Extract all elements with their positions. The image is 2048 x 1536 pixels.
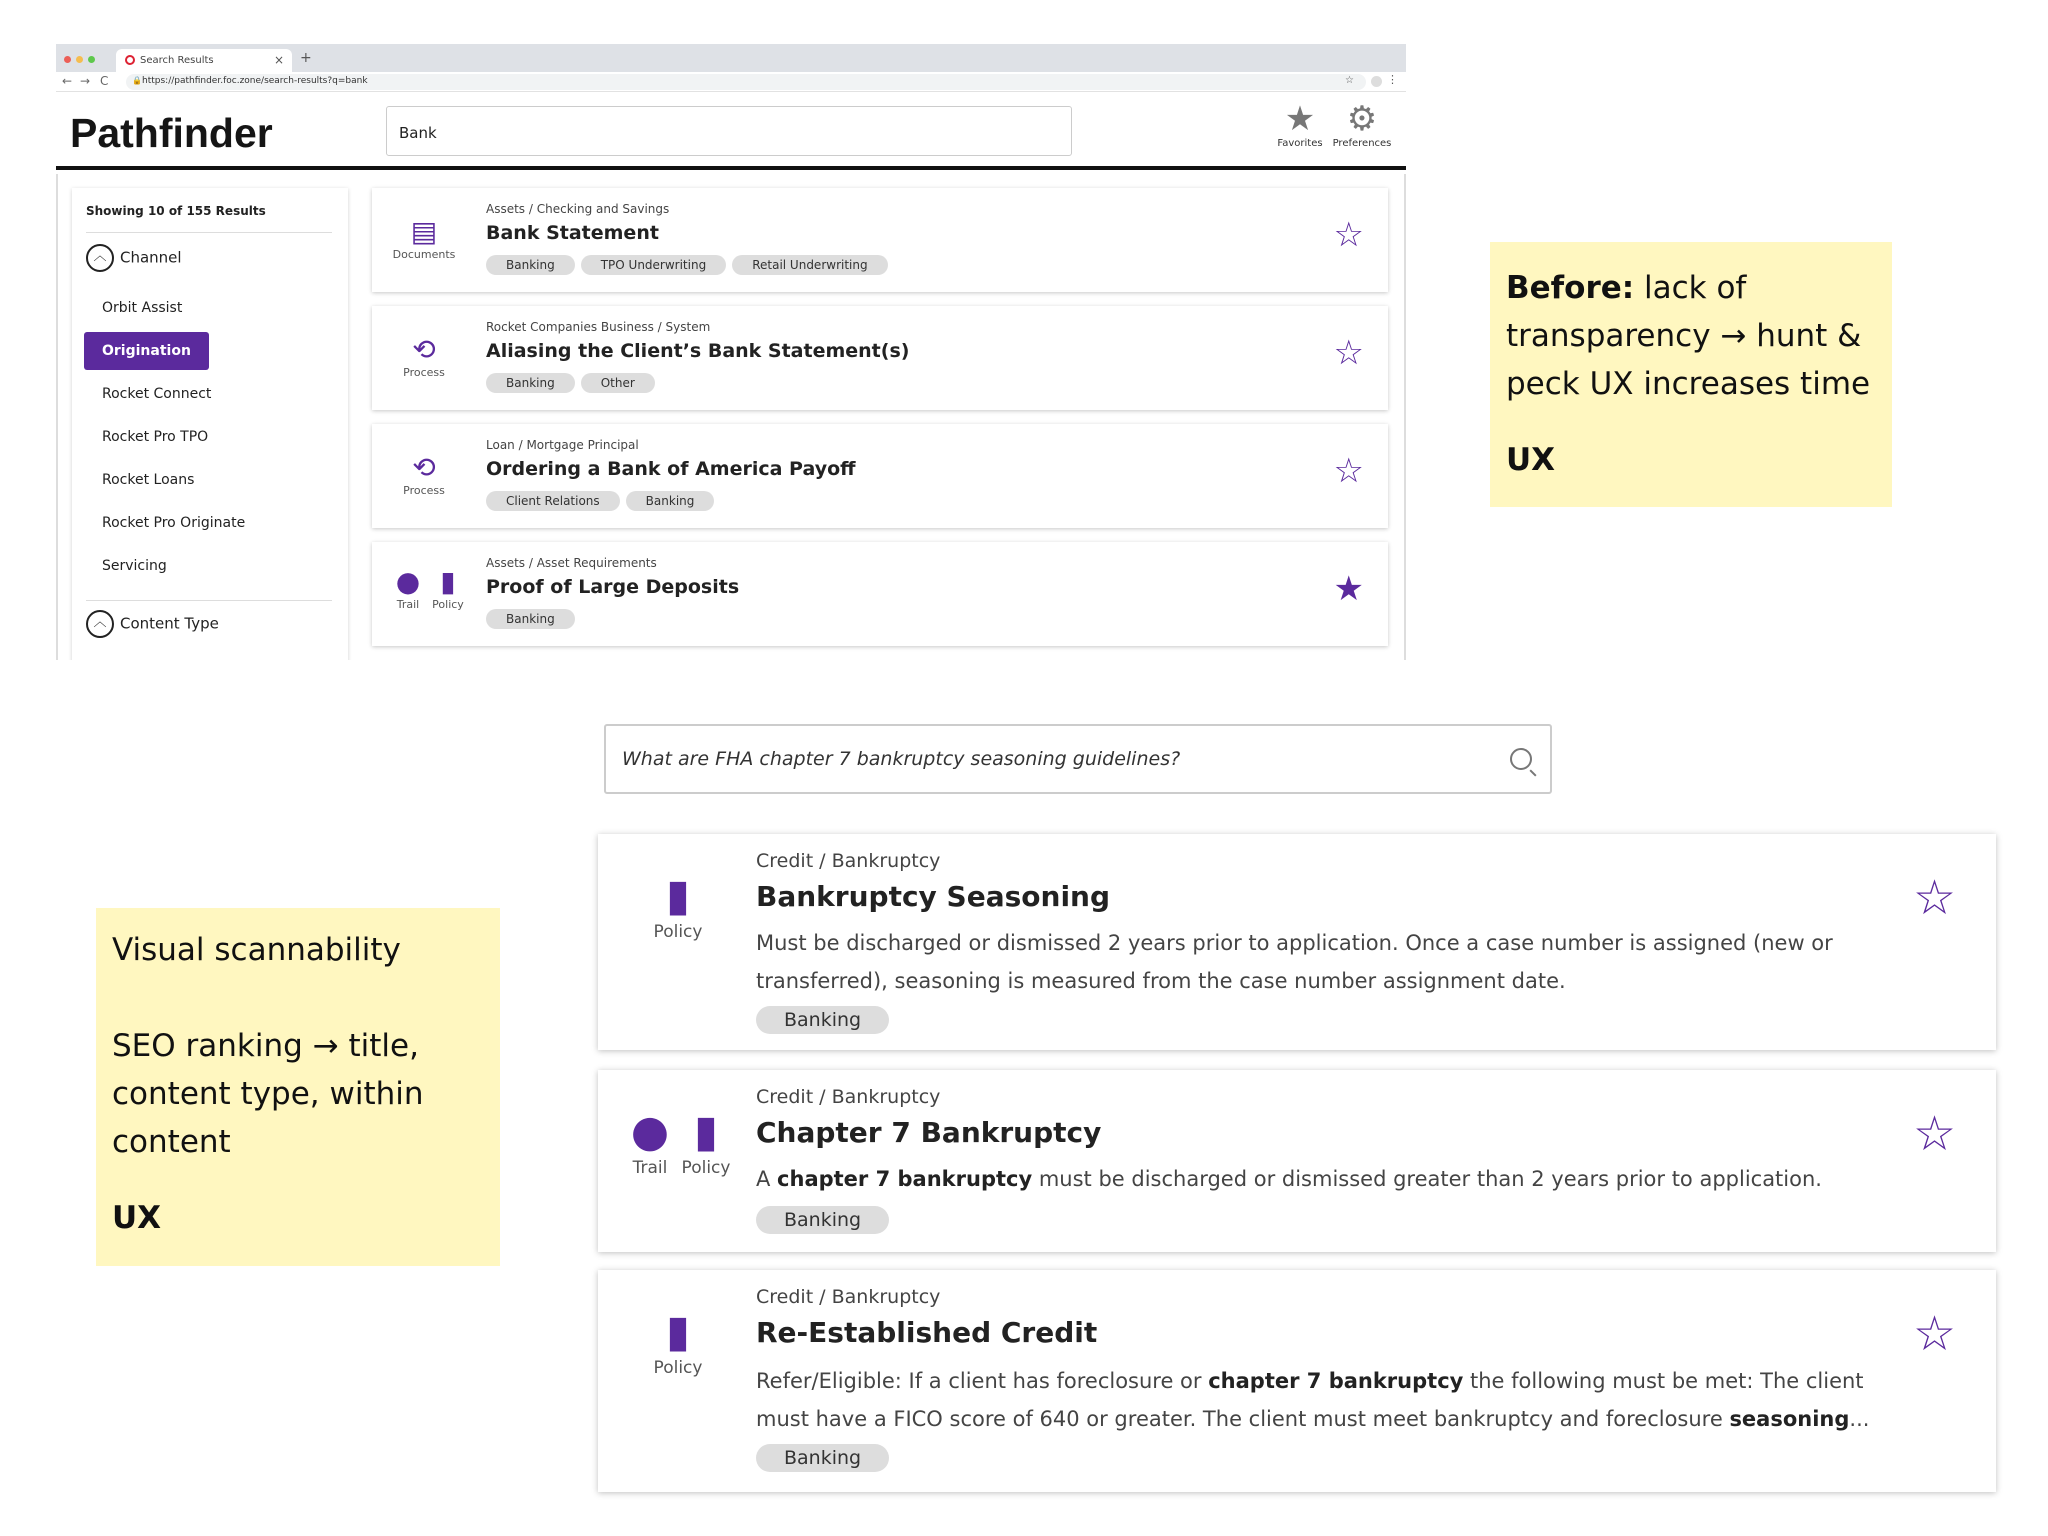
snippet-text: A [756, 1167, 778, 1191]
tag-chip[interactable]: Banking [756, 1206, 889, 1234]
sidebar-divider [86, 232, 332, 233]
content-type-label: Policy [432, 598, 464, 611]
result-card[interactable] [372, 542, 1388, 646]
result-snippet [756, 1160, 1906, 1198]
tag-list [486, 608, 581, 629]
frame-right-edge [1404, 174, 1406, 660]
favorite-star-filled-icon[interactable]: ★ [1333, 569, 1364, 609]
snippet-text: ... [1849, 1407, 1870, 1431]
before-note-label: Before: [1506, 270, 1635, 306]
results-count: Showing 10 of 155 Results [86, 204, 266, 218]
sidebar-item-rocket-loans[interactable]: Rocket Loans [102, 472, 195, 488]
tag-chip[interactable]: Banking [756, 1006, 889, 1034]
tag-chip[interactable]: Banking [486, 373, 575, 393]
book-icon: ▮ [440, 565, 456, 598]
book-icon: ▮ [665, 870, 691, 921]
before-note-body: lack of transparency → hunt & peck UX increases time [1506, 270, 1871, 402]
book-icon: ▮ [693, 1106, 719, 1157]
breadcrumb: Credit / Bankruptcy [756, 850, 941, 872]
map-pin-icon: ● [630, 1106, 670, 1157]
star-icon: ★ [1284, 99, 1316, 139]
favorite-star-icon[interactable]: ☆ [1333, 451, 1364, 491]
new-tab-icon[interactable]: + [300, 50, 312, 66]
result-card[interactable] [372, 306, 1388, 410]
browser-tab[interactable] [116, 49, 292, 72]
result-title[interactable]: Re-Established Credit [756, 1316, 1098, 1349]
sticky-note-after [96, 908, 500, 1266]
after-note-tag: UX [112, 1200, 162, 1236]
snippet-text: Refer/Eligible: If a client has foreclosure or [756, 1369, 1209, 1393]
snippet-highlight: chapter 7 bankruptcy [777, 1167, 1033, 1191]
content-type-label: Trail [396, 598, 420, 611]
sidebar-item-rocket-pro-tpo[interactable]: Rocket Pro TPO [102, 429, 209, 445]
result-title[interactable]: Aliasing the Client’s Bank Statement(s) [486, 340, 910, 362]
result-title[interactable]: Bank Statement [486, 222, 659, 244]
url-field[interactable] [126, 74, 1366, 90]
content-type-policy [638, 870, 718, 942]
after-note-line2: SEO ranking → title, content type, within content [112, 1028, 424, 1160]
browser-tab-bar [56, 44, 1406, 72]
facet-content-type[interactable] [86, 610, 219, 638]
sidebar-item-orbit-assist[interactable]: Orbit Assist [102, 300, 183, 316]
chevron-up-icon: ︿ [86, 244, 114, 272]
favorite-star-icon[interactable]: ☆ [1333, 333, 1364, 373]
address-bar [56, 72, 1406, 92]
forward-icon[interactable]: → [80, 74, 91, 88]
tag-list [486, 372, 661, 393]
book-icon: ▮ [665, 1306, 691, 1357]
lock-icon: 🔒 [132, 76, 142, 85]
snippet-text: Must be discharged or dismissed 2 years prior to application. Once a case number is assigned (new or transferred), seasoning is measured from the case number assignment date. [756, 931, 1833, 993]
snippet-highlight: chapter 7 bankruptcy [1208, 1369, 1464, 1393]
url-text: https://pathfinder.foc.zone/search-results?q=bank [142, 76, 368, 86]
content-type-process [384, 452, 464, 497]
tag-chip[interactable]: Banking [486, 609, 575, 629]
sidebar-item-servicing[interactable]: Servicing [102, 558, 167, 574]
result-card[interactable] [598, 1270, 1996, 1492]
close-window-dot[interactable] [64, 56, 71, 63]
breadcrumb: Assets / Asset Requirements [486, 556, 657, 570]
content-type-label: Documents [392, 248, 456, 261]
snippet-text: must be discharged or dismissed greater than 2 years prior to application. [1032, 1167, 1822, 1191]
breadcrumb: Assets / Checking and Savings [486, 202, 670, 216]
browser-menu-icon[interactable]: ⋮ [1387, 73, 1398, 86]
question-search-input[interactable] [604, 724, 1552, 794]
map-pin-icon: ● [395, 565, 421, 598]
chevron-up-icon: ︿ [86, 610, 114, 638]
close-tab-icon[interactable]: × [273, 53, 284, 67]
before-note-tag: UX [1506, 442, 1556, 478]
result-snippet [756, 924, 1906, 1000]
tag-chip[interactable]: Banking [756, 1444, 889, 1472]
preferences-label: Preferences [1332, 138, 1392, 149]
facet-channel[interactable] [86, 244, 182, 272]
gear-icon: ⚙ [1346, 99, 1378, 139]
result-card[interactable] [598, 1070, 1996, 1252]
favicon-icon [125, 55, 135, 65]
process-icon: ⟲ [412, 333, 436, 366]
result-card[interactable] [372, 188, 1388, 292]
result-title[interactable]: Proof of Large Deposits [486, 576, 740, 598]
tag-list [486, 490, 720, 511]
favorite-star-icon[interactable]: ☆ [1912, 1106, 1956, 1162]
sidebar-item-rocket-pro-originate[interactable]: Rocket Pro Originate [102, 515, 246, 531]
facet-content-type-label: Content Type [120, 614, 219, 633]
reload-icon[interactable]: C [100, 74, 109, 88]
snippet-highlight: seasoning [1729, 1407, 1850, 1431]
favorite-star-icon[interactable]: ☆ [1333, 215, 1364, 255]
tag-list [486, 254, 894, 275]
favorites-label: Favorites [1277, 138, 1323, 149]
content-type-label: Policy [681, 1158, 731, 1178]
content-type-documents [384, 216, 464, 261]
search-input[interactable]: Bank [386, 106, 1072, 156]
breadcrumb: Rocket Companies Business / System [486, 320, 711, 334]
result-card[interactable] [598, 834, 1996, 1050]
question-search-text: What are FHA chapter 7 bankruptcy seasoning guidelines? [622, 748, 1181, 770]
document-icon: ▤ [410, 215, 438, 248]
bookmark-star-icon[interactable]: ☆ [1345, 75, 1354, 86]
result-card[interactable] [372, 424, 1388, 528]
app-header [56, 92, 1406, 170]
content-type-label: Process [403, 484, 445, 497]
process-icon: ⟲ [412, 451, 436, 484]
before-screenshot [56, 44, 1406, 660]
content-type-label: Policy [653, 1358, 703, 1378]
breadcrumb: Credit / Bankruptcy [756, 1286, 941, 1308]
content-type-label: Trail [632, 1158, 668, 1178]
before-note-text [1506, 264, 1876, 408]
tab-title: Search Results [140, 55, 214, 66]
result-title[interactable]: Chapter 7 Bankruptcy [756, 1116, 1102, 1149]
tag-chip[interactable]: Banking [626, 491, 715, 511]
favorite-star-icon[interactable]: ☆ [1912, 1306, 1956, 1362]
frame-left-edge [56, 174, 58, 660]
tag-chip[interactable]: Banking [486, 255, 575, 275]
content-type-policy [638, 1306, 718, 1378]
tag-chip[interactable]: Other [581, 373, 655, 393]
facet-channel-label: Channel [120, 248, 182, 267]
minimize-window-dot[interactable] [76, 56, 83, 63]
content-type-label: Policy [653, 922, 703, 942]
profile-avatar[interactable] [1371, 76, 1382, 87]
result-title[interactable]: Ordering a Bank of America Payoff [486, 458, 856, 480]
result-snippet [756, 1362, 1906, 1438]
back-icon[interactable]: ← [62, 74, 73, 88]
after-note-line1: Visual scannability [112, 932, 401, 968]
favorites-button[interactable] [1270, 100, 1330, 149]
snippet-text: the following must be met: The client must have a FICO score of 640 or greater. The client must meet bankruptcy and foreclosure [756, 1369, 1864, 1431]
tag-chip[interactable]: Retail Underwriting [732, 255, 887, 275]
favorite-star-icon[interactable]: ☆ [1912, 870, 1956, 926]
app-logo[interactable]: Pathfinder [70, 110, 273, 156]
sidebar-item-origination[interactable]: Origination [84, 332, 209, 370]
tag-chip[interactable]: Client Relations [486, 491, 620, 511]
content-type-label: Process [403, 366, 445, 379]
result-title[interactable]: Bankruptcy Seasoning [756, 880, 1111, 913]
breadcrumb: Credit / Bankruptcy [756, 1086, 941, 1108]
sticky-note-before [1490, 242, 1892, 507]
maximize-window-dot[interactable] [88, 56, 95, 63]
sidebar-item-rocket-connect[interactable]: Rocket Connect [102, 386, 212, 402]
content-type-process [384, 334, 464, 379]
preferences-button[interactable] [1332, 100, 1392, 149]
filter-sidebar [72, 188, 348, 660]
tag-chip[interactable]: TPO Underwriting [581, 255, 727, 275]
search-icon[interactable] [1510, 748, 1532, 770]
breadcrumb: Loan / Mortgage Principal [486, 438, 639, 452]
sidebar-divider [86, 600, 332, 601]
